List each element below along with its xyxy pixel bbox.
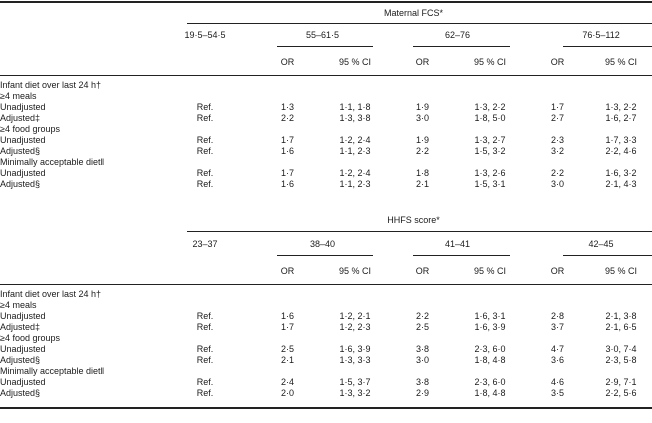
or-header: OR (255, 49, 320, 75)
row-label: Adjusted§ (0, 179, 41, 189)
category-rule (413, 46, 510, 47)
group-row (0, 300, 652, 311)
measure-header-row (0, 49, 652, 75)
cell-or: 1·9 (415, 102, 429, 112)
cell-ref: Ref. (196, 113, 214, 123)
cell-or: 2·2 (280, 113, 294, 123)
cell-or: 1·7 (280, 322, 294, 332)
or-header: OR (390, 258, 455, 284)
table-row (0, 102, 652, 113)
cell-or: 2·2 (550, 168, 564, 178)
cell-or: 2·1 (280, 355, 294, 365)
ci-header: 95 % CI (320, 49, 390, 75)
cell-or: 2·4 (280, 377, 294, 387)
table-row (0, 355, 652, 366)
cell-or: 1·9 (415, 135, 429, 145)
cell-ci: 2·2, 5·6 (605, 388, 637, 398)
or-header: OR (255, 258, 320, 284)
category-rule (277, 46, 373, 47)
cell-or: 1·7 (280, 135, 294, 145)
cell-ci: 2·3, 6·0 (474, 377, 506, 387)
group-label: Infant diet over last 24 h† (0, 80, 102, 90)
category-group (525, 24, 652, 49)
category-group (255, 233, 390, 258)
cell-ci: 1·5, 3·7 (339, 377, 371, 387)
cell-or: 1·6 (280, 311, 294, 321)
or-header: OR (390, 49, 455, 75)
cell-or: 1·6 (280, 146, 294, 156)
stub-spacer (0, 258, 155, 284)
cell-or: 3·8 (415, 344, 429, 354)
cell-ref: Ref. (196, 179, 214, 189)
group-row (0, 157, 652, 168)
category-label: 62–76 (444, 30, 471, 40)
category-ref: 19·5–54·5 (184, 30, 226, 40)
spacer-row (0, 399, 652, 408)
cell-ref: Ref. (196, 311, 214, 321)
row-label: Adjusted‡ (0, 113, 41, 123)
cell-or: 1·7 (280, 168, 294, 178)
ci-header: 95 % CI (455, 49, 525, 75)
section-title-row (0, 209, 652, 233)
cell-or: 3·0 (415, 355, 429, 365)
cell-or: 2·5 (415, 322, 429, 332)
cell-ci: 2·3, 5·8 (605, 355, 637, 365)
row-label: Adjusted§ (0, 388, 41, 398)
cell-ref: Ref. (196, 135, 214, 145)
cell-ci: 1·6, 3·9 (339, 344, 371, 354)
stub-spacer (0, 2, 155, 24)
cell-ci: 1·3, 2·2 (605, 102, 637, 112)
cell-ci: 1·3, 2·6 (474, 168, 506, 178)
table-row (0, 388, 652, 399)
ref-header-spacer (155, 49, 255, 75)
cell-ci: 1·1, 1·8 (339, 102, 371, 112)
cell-ci: 1·6, 3·9 (474, 322, 506, 332)
table-row (0, 113, 652, 124)
table-row (0, 179, 652, 190)
hhfs-score-table (0, 209, 652, 409)
stub-spacer (0, 24, 155, 49)
cell-or: 1·6 (280, 179, 294, 189)
ci-header: 95 % CI (590, 49, 652, 75)
cell-or: 2·7 (550, 113, 564, 123)
cell-ref: Ref. (196, 355, 214, 365)
category-label: 76·5–112 (582, 30, 620, 40)
group-row (0, 333, 652, 344)
cell-ci: 1·3, 3·8 (339, 113, 371, 123)
cell-ci: 1·3, 2·2 (474, 102, 506, 112)
cell-ci: 3·0, 7·4 (605, 344, 637, 354)
row-label: Adjusted‡ (0, 322, 41, 332)
cell-or: 1·7 (550, 102, 564, 112)
row-label: Unadjusted (0, 377, 46, 387)
row-label: Unadjusted (0, 168, 46, 178)
group-label: Infant diet over last 24 h† (0, 289, 102, 299)
table-row (0, 168, 652, 179)
cell-ci: 2·9, 7·1 (605, 377, 637, 387)
category-group (525, 233, 652, 258)
group-row (0, 91, 652, 102)
cell-or: 3·2 (550, 146, 564, 156)
section-title: HHFS score* (387, 215, 440, 225)
cell-or: 3·7 (550, 322, 564, 332)
cell-or: 1·3 (280, 102, 294, 112)
cell-ref: Ref. (196, 168, 214, 178)
group-label: ≥4 meals (0, 300, 37, 310)
category-label: 41–41 (444, 239, 471, 249)
cell-or: 2·5 (280, 344, 294, 354)
group-label: ≥4 food groups (0, 124, 60, 134)
or-header: OR (525, 258, 590, 284)
group-label: Minimally acceptable diet‖ (0, 157, 105, 167)
table-row (0, 146, 652, 157)
group-row (0, 124, 652, 135)
row-label: Unadjusted (0, 135, 46, 145)
row-label: Unadjusted (0, 311, 46, 321)
cell-or: 4·6 (550, 377, 564, 387)
cell-ci: 1·1, 2·3 (339, 146, 371, 156)
section-title: Maternal FCS* (384, 8, 444, 18)
category-row (0, 233, 652, 258)
cell-or: 2·9 (415, 388, 429, 398)
row-label: Unadjusted (0, 344, 46, 354)
cell-or: 4·7 (550, 344, 564, 354)
cell-ref: Ref. (196, 322, 214, 332)
cell-ci: 2·1, 6·5 (605, 322, 637, 332)
cell-ci: 1·8, 4·8 (474, 355, 506, 365)
cell-or: 3·0 (550, 179, 564, 189)
ci-header: 95 % CI (320, 258, 390, 284)
table-row (0, 322, 652, 333)
cell-or: 3·6 (550, 355, 564, 365)
cell-ci: 2·3, 6·0 (474, 344, 506, 354)
stub-spacer (0, 233, 155, 258)
cell-or: 3·8 (415, 377, 429, 387)
group-label: ≥4 food groups (0, 333, 60, 343)
group-row (0, 80, 652, 91)
table-row (0, 377, 652, 388)
group-label: ≥4 meals (0, 91, 37, 101)
measure-header-row (0, 258, 652, 284)
cell-ci: 1·6, 3·2 (605, 168, 637, 178)
cell-or: 2·3 (550, 135, 564, 145)
table-row (0, 344, 652, 355)
category-rule (413, 255, 510, 256)
cell-or: 2·2 (415, 311, 429, 321)
cell-ci: 1·8, 5·0 (474, 113, 506, 123)
category-row (0, 24, 652, 49)
category-label: 38–40 (309, 239, 336, 249)
cell-or: 2·1 (415, 179, 429, 189)
section-title-cell (155, 209, 652, 233)
group-row (0, 289, 652, 300)
cell-ref: Ref. (196, 102, 214, 112)
cell-or: 2·0 (280, 388, 294, 398)
cell-ci: 1·2, 2·4 (339, 135, 371, 145)
cell-or: 1·8 (415, 168, 429, 178)
row-label: Unadjusted (0, 102, 46, 112)
ci-header: 95 % CI (455, 258, 525, 284)
category-ref: 23–37 (192, 239, 218, 249)
category-label: 42–45 (588, 239, 614, 249)
group-row (0, 366, 652, 377)
cell-ci: 1·3, 2·7 (474, 135, 506, 145)
stub-spacer (0, 209, 155, 233)
cell-ci: 1·2, 2·3 (339, 322, 371, 332)
cell-ref: Ref. (196, 388, 214, 398)
category-rule (563, 255, 652, 256)
table-row (0, 311, 652, 322)
cell-or: 2·2 (415, 146, 429, 156)
section-title-cell (155, 2, 652, 24)
cell-ci: 1·3, 3·2 (339, 388, 371, 398)
category-group (255, 24, 390, 49)
cell-ci: 1·5, 3·1 (474, 179, 506, 189)
group-label: Minimally acceptable diet‖ (0, 366, 105, 376)
cell-ci: 2·2, 4·6 (605, 146, 637, 156)
row-label: Adjusted§ (0, 146, 41, 156)
category-group (390, 24, 525, 49)
cell-ref: Ref. (196, 146, 214, 156)
cell-or: 3·0 (415, 113, 429, 123)
row-label: Adjusted§ (0, 355, 41, 365)
cell-ci: 1·6, 3·1 (474, 311, 506, 321)
category-rule (563, 46, 652, 47)
cell-ref: Ref. (196, 377, 214, 387)
title-spanner-rule (187, 231, 652, 232)
cell-ci: 1·5, 3·2 (474, 146, 506, 156)
cell-or: 3·5 (550, 388, 564, 398)
maternal-fcs-table (0, 1, 652, 190)
cell-ci: 1·6, 2·7 (605, 113, 637, 123)
ref-header-spacer (155, 258, 255, 284)
cell-ref: Ref. (196, 344, 214, 354)
cell-ci: 1·2, 2·4 (339, 168, 371, 178)
category-rule (277, 255, 373, 256)
category-group (390, 233, 525, 258)
cell-ci: 1·3, 3·3 (339, 355, 371, 365)
cell-ci: 2·1, 3·8 (605, 311, 637, 321)
cell-or: 2·8 (550, 311, 564, 321)
cell-ci: 1·8, 4·8 (474, 388, 506, 398)
category-label: 55–61·5 (305, 30, 340, 40)
cell-ci: 2·1, 4·3 (605, 179, 637, 189)
cell-ci: 1·7, 3·3 (605, 135, 637, 145)
table-row (0, 135, 652, 146)
or-header: OR (525, 49, 590, 75)
ci-header: 95 % CI (590, 258, 652, 284)
stub-spacer (0, 49, 155, 75)
cell-ci: 1·1, 2·3 (339, 179, 371, 189)
cell-ci: 1·2, 2·1 (339, 311, 371, 321)
section-title-row (0, 2, 652, 24)
